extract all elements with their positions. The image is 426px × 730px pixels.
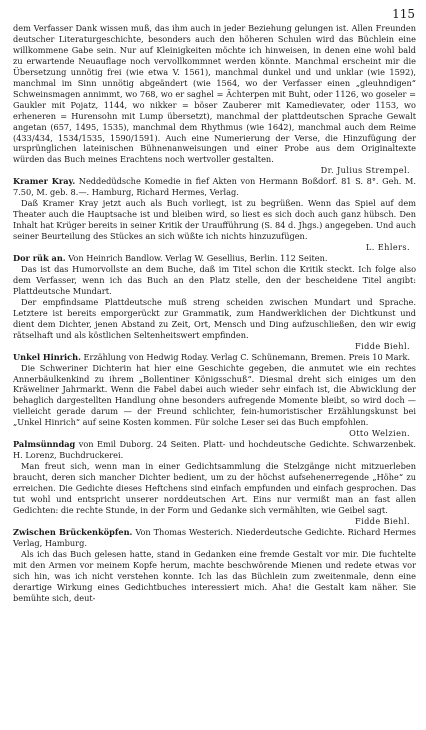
review-signature: Fidde Biehl. xyxy=(354,515,410,526)
book-details: Erzählung von Hedwig Roday. Verlag C. Schünemann, Bremen. Preis 10 Mark. xyxy=(80,351,411,362)
review-paragraph: Man freut sich, wenn man in einer Gedichtsammlung die Stelzgänge nicht mitzuerleben braucht, deren sich mancher Dichter bedient, um zu der höchst aufsehenerregende „Höhe“ zu erreichen. Die Gedichte dieses Heftchens sind einfach empfunden und einfach gesprochen. Das tut wohl und entspricht unserer norddeutschen Art. Eins nur vermißt man an fast allen Gedichten: die rechte Stunde, in der Form und Gedanke sich vermählten, wie Geibel sagt. xyxy=(13,461,416,515)
book-entry xyxy=(13,352,416,363)
book-title: Zwischen Brückenköpfen. xyxy=(13,526,133,537)
book-entry xyxy=(13,176,416,198)
review-signature: Fidde Biehl. xyxy=(354,340,410,351)
book-details: Von Thomas Westerich. Niederdeutsche Gedichte. Richard Hermes Verlag, Hamburg. xyxy=(13,526,416,548)
review-paragraph: Das ist das Humorvollste an dem Buche, daß im Titel schon die Kritik steckt. Ich folge also dem Verfasser, wenn ich das Buch an den Platz stelle, den der bescheidene Titel angibt: Plattdeutsche Mundart. xyxy=(13,263,416,296)
book-title: Unkel Hinrich. xyxy=(13,351,81,362)
page-number: 115 xyxy=(392,7,415,21)
book-title: Dor rük an. xyxy=(13,253,66,264)
book-title: Kramer Kray. xyxy=(13,176,76,187)
book-title: Palmsünndag xyxy=(13,439,76,450)
review-signature: Dr. Julius Strempel. xyxy=(320,165,410,176)
review-paragraph: dem Verfasser Dank wissen muß, das ihm auch in jeder Beziehung gelungen ist. Allen Freunden deutscher Literaturgeschichte, besonders auch den höheren Schulen wird das Büchlein eine willkommene Gabe sein. Nur auf Kleinigkeiten möchte ich hinweisen, in denen eine wohl bald zu erwartende Neuauflage noch vervollkommnet werden könnte. Manchmal erscheint mir die Übersetzung unnötig frei (wie etwa V. 1561), manchmal dunkel und und unklar (wie 1592), manchmal im Sinn unnötig abgeändert (wie 1564, wo der Verfasser einen „gleuhndigen“ Schweinsmagen annimmt, wo 768, wo er saghel = Ächterpen mit Buht, oder 1126, wo goseler = Gaukler mit Pojatz, 1144, wo nikker = böser Zauberer mit Kamedievater, oder 1153, wo erheneren = Hurensohn mit Lump übersetzt), manchmal der plattdeutschen Sprache Gewalt angetan (657, 1495, 1535), manchmal dem Rhythmus (wie 1642), manchmal auch dem Reime (433/434, 1534/1535, 1590/1591). Auch eine Numerierung der Verse, die Hinzufügung der ursprünglichen lateinischen Bühnenanweisungen und einer Probe aus dem Originaltexte würden das Buch meines Erachtens noch wertvoller gestalten. xyxy=(13,23,416,165)
book-details: von Emil Duborg. 24 Seiten. Platt- und hochdeutsche Gedichte. Schwarzenbek. H. Lorenz, Buchdruckerei. xyxy=(13,439,416,461)
book-details: Neddedüdsche Komedie in fief Akten von Hermann Boßdorf. 81 S. 8°. Geh. M. 7.50, M. geb. 8.—. Hamburg, Richard Hermes, Verlag. xyxy=(13,176,416,198)
book-entry xyxy=(13,527,416,549)
book-details: Von Heinrich Bandlow. Verlag W. Gesellius, Berlin. 112 Seiten. xyxy=(65,253,328,264)
review-paragraph: Als ich das Buch gelesen hatte, stand in Gedanken eine fremde Gestalt vor mir. Die fuchtelte mit den Armen vor meinem Kopfe herum, machte beschwörende Mienen und redete etwas vor sich hin, was ich nicht verstehen konnte. Ich las das Büchlein zum zweitenmale, denn eine derartige Wirkung eines Gedichtbuches interessiert mich. Aha! die Gestalt kam näher. Sie bemühte sich, deut- xyxy=(13,548,416,603)
review-paragraph: Der empfindsame Plattdeutsche muß streng scheiden zwischen Mundart und Sprache. Letztere ist bereits emporgerückt zur Grammatik, zum Handwerklichen der Dichtkunst und dient dem Dichter, jenen Abstand zu Zeit, Ort, Mensch und Ding aufzuschließen, den wir ewig rätselhaft und als köstlichen Seltenheitswert empfinden. xyxy=(13,296,416,340)
review-signature: Otto Welzien. xyxy=(349,428,410,439)
review-paragraph: Daß Kramer Kray jetzt auch als Buch vorliegt, ist zu begrüßen. Wenn das Spiel auf dem Theater auch die Hauptsache ist und bleiben wird, so liest es sich doch auch ganz hübsch. Den Inhalt hat Krüger bereits in seiner Kritik der Uraufführung (S. 84 d. Jhgs.) angegeben. Und auch seiner Beurteilung des Stückes an sich wüßte ich nichts hinzuzufügen. xyxy=(13,198,416,242)
review-signature: L. Ehlers. xyxy=(365,242,410,253)
book-entry xyxy=(13,439,416,461)
page-body xyxy=(13,23,416,604)
book-entry xyxy=(13,253,416,264)
review-paragraph: Die Schweriner Dichterin hat hier eine Geschichte gegeben, die anmutet wie ein rechtes Annerbäulkenkind zu ihrem „Bollentiner Königsschuß“. Diesmal dreht sich einiges um den Kräweliner Jahrmarkt. Wenn die Fabel dabei auch wieder sehr einfach ist, die Abwicklung der behaglich dargestellten Handlung ohne besonders aufregende Momente bleibt, so wird doch — vielleicht gerade darum — der Freund schlichter, fein-humoristischer Erzählungskunst bei „Unkel Hinrich“ auf seine Kosten kommen. Für solche Leser sei das Buch empfohlen. xyxy=(13,362,416,428)
